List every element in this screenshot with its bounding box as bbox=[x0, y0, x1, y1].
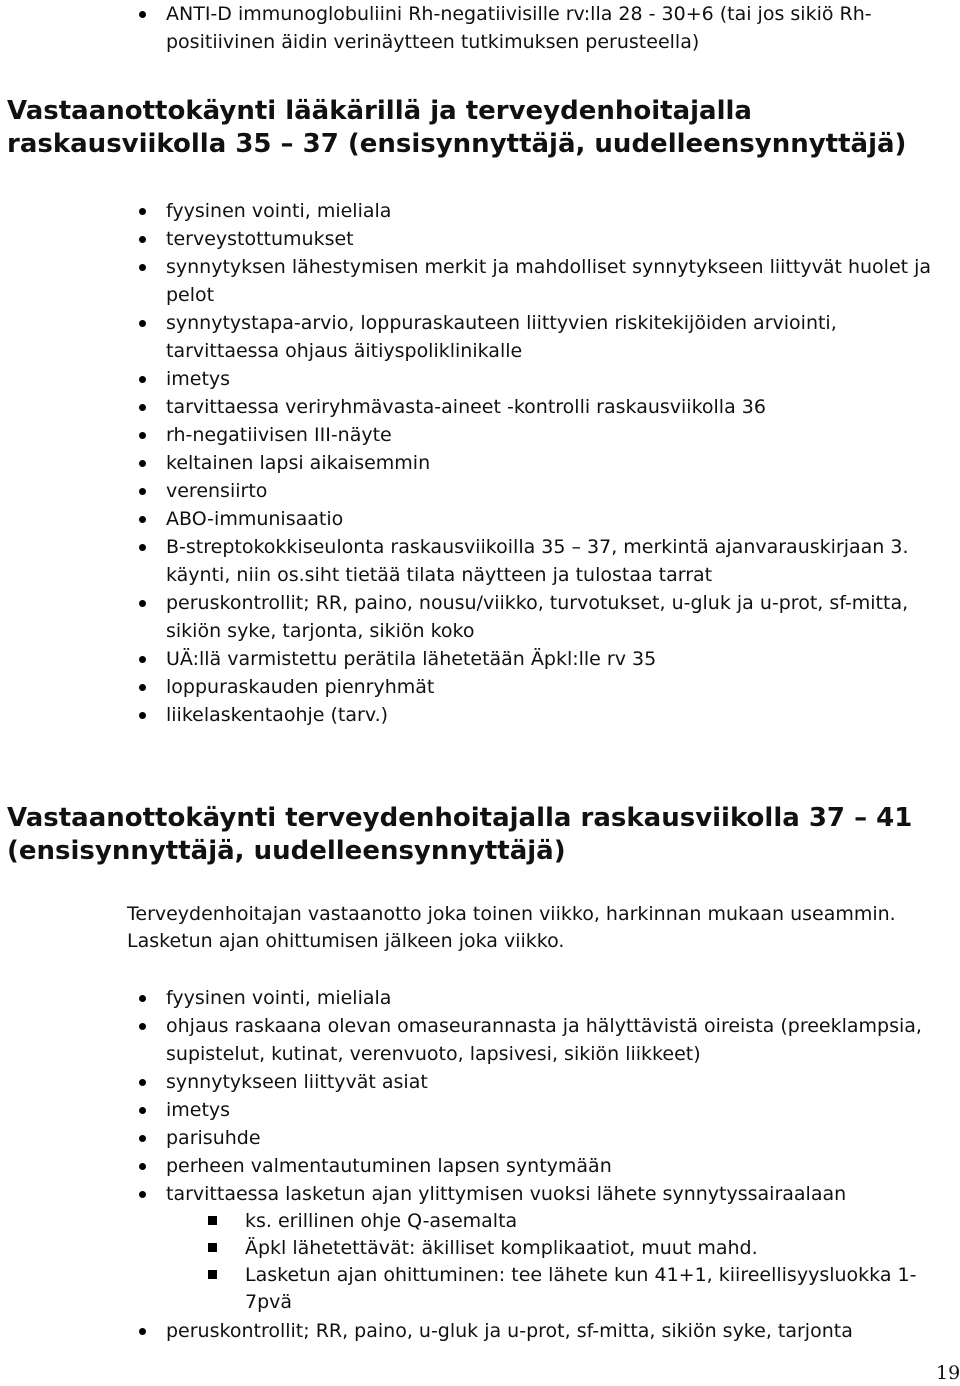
bullet-icon bbox=[139, 404, 146, 411]
bullet-icon bbox=[139, 208, 146, 215]
list-item: imetys bbox=[0, 365, 946, 393]
square-bullet-icon bbox=[208, 1216, 217, 1225]
list-item: peruskontrollit; RR, paino, u-gluk ja u-prot, sf-mitta, sikiön syke, tarjonta bbox=[0, 1317, 946, 1345]
list-item: loppuraskauden pienryhmät bbox=[0, 673, 946, 701]
bullet-icon bbox=[139, 995, 146, 1002]
list-item: rh-negatiivisen III-näyte bbox=[0, 421, 946, 449]
sub-list-item: Äpkl lähetettävät: äkilliset komplikaatiot, muut mahd. bbox=[0, 1235, 945, 1262]
list-item: fyysinen vointi, mieliala bbox=[0, 197, 946, 225]
sub-list-item: ks. erillinen ohje Q-asemalta bbox=[0, 1208, 945, 1235]
list-item: peruskontrollit; RR, paino, nousu/viikko, turvotukset, u-gluk ja u-prot, sf-mitta, sikiön syke, tarjonta, sikiön koko bbox=[0, 589, 946, 645]
list-item: synnytystapa-arvio, loppuraskauteen liittyvien riskitekijöiden arviointi, tarvittaessa ohjaus äitiyspoliklinikalle bbox=[0, 309, 946, 365]
sub-list-item: Lasketun ajan ohittuminen: tee lähete kun 41+1, kiireellisyysluokka 1-7pvä bbox=[0, 1262, 945, 1316]
bullet-icon bbox=[139, 432, 146, 439]
list-item: UÄ:llä varmistettu perätila lähetetään Äpkl:lle rv 35 bbox=[0, 645, 946, 673]
bullet-icon bbox=[139, 1023, 146, 1030]
bullet-icon bbox=[139, 11, 146, 18]
list-item: tarvittaessa veriryhmävasta-aineet -kontrolli raskausviikolla 36 bbox=[0, 393, 946, 421]
list-item: keltainen lapsi aikaisemmin bbox=[0, 449, 946, 477]
bullet-icon bbox=[139, 600, 146, 607]
list-item: ABO-immunisaatio bbox=[0, 505, 946, 533]
square-bullet-icon bbox=[208, 1270, 217, 1279]
bullet-icon bbox=[139, 488, 146, 495]
list-item: fyysinen vointi, mieliala bbox=[0, 984, 946, 1012]
list-item: synnytyksen lähestymisen merkit ja mahdolliset synnytykseen liittyvät huolet ja pelot bbox=[0, 253, 946, 309]
list-item: synnytykseen liittyvät asiat bbox=[0, 1068, 946, 1096]
bullet-icon bbox=[139, 1135, 146, 1142]
list-item: tarvittaessa lasketun ajan ylittymisen vuoksi lähete synnytyssairaalaan bbox=[0, 1180, 946, 1208]
bullet-icon bbox=[139, 1107, 146, 1114]
section2-intro: Terveydenhoitajan vastaanotto joka toinen viikko, harkinnan mukaan useammin. Lasketun ajan ohittumisen jälkeen joka viikko. bbox=[127, 903, 896, 952]
section2-list-a bbox=[0, 984, 946, 1208]
list-item: verensiirto bbox=[0, 477, 946, 505]
list-item: terveystottumukset bbox=[0, 225, 946, 253]
bullet-icon bbox=[139, 376, 146, 383]
top-list bbox=[0, 0, 946, 56]
bullet-icon bbox=[139, 712, 146, 719]
bullet-icon bbox=[139, 544, 146, 551]
section-heading-2: Vastaanottokäynti terveydenhoitajalla raskausviikolla 37 – 41 (ensisynnyttäjä, uudelleensynnyttäjä) bbox=[7, 803, 913, 866]
section-heading-1: Vastaanottokäynti lääkärillä ja terveydenhoitajalla raskausviikolla 35 – 37 (ensisynnyttäjä, uudelleensynnyttäjä) bbox=[7, 96, 907, 159]
bullet-icon bbox=[139, 1328, 146, 1335]
section1-list bbox=[0, 197, 946, 729]
bullet-icon bbox=[139, 264, 146, 271]
bullet-icon bbox=[139, 460, 146, 467]
list-item: imetys bbox=[0, 1096, 946, 1124]
bullet-icon bbox=[139, 1163, 146, 1170]
bullet-icon bbox=[139, 684, 146, 691]
list-item: perheen valmentautuminen lapsen syntymään bbox=[0, 1152, 946, 1180]
section2-sublist bbox=[0, 1208, 945, 1316]
bullet-icon bbox=[139, 236, 146, 243]
list-item: liikelaskentaohje (tarv.) bbox=[0, 701, 946, 729]
square-bullet-icon bbox=[208, 1243, 217, 1252]
bullet-icon bbox=[139, 656, 146, 663]
section2-list-b bbox=[0, 1317, 946, 1345]
list-item: parisuhde bbox=[0, 1124, 946, 1152]
bullet-icon bbox=[139, 1191, 146, 1198]
bullet-icon bbox=[139, 516, 146, 523]
list-item: B-streptokokkiseulonta raskausviikoilla 35 – 37, merkintä ajanvarauskirjaan 3. käynti, niin os.siht tietää tilata näytteen ja tulostaa tarrat bbox=[0, 533, 946, 589]
list-item: ANTI-D immunoglobuliini Rh-negatiivisille rv:lla 28 - 30+6 (tai jos sikiö Rh-positiivinen äidin verinäytteen tutkimuksen perusteella) bbox=[0, 0, 946, 56]
list-item: ohjaus raskaana olevan omaseurannasta ja hälyttävistä oireista (preeklampsia, supistelut, kutinat, verenvuoto, lapsivesi, sikiön liikkeet) bbox=[0, 1012, 946, 1068]
page-number: 19 bbox=[936, 1362, 960, 1384]
bullet-icon bbox=[139, 1079, 146, 1086]
bullet-icon bbox=[139, 320, 146, 327]
